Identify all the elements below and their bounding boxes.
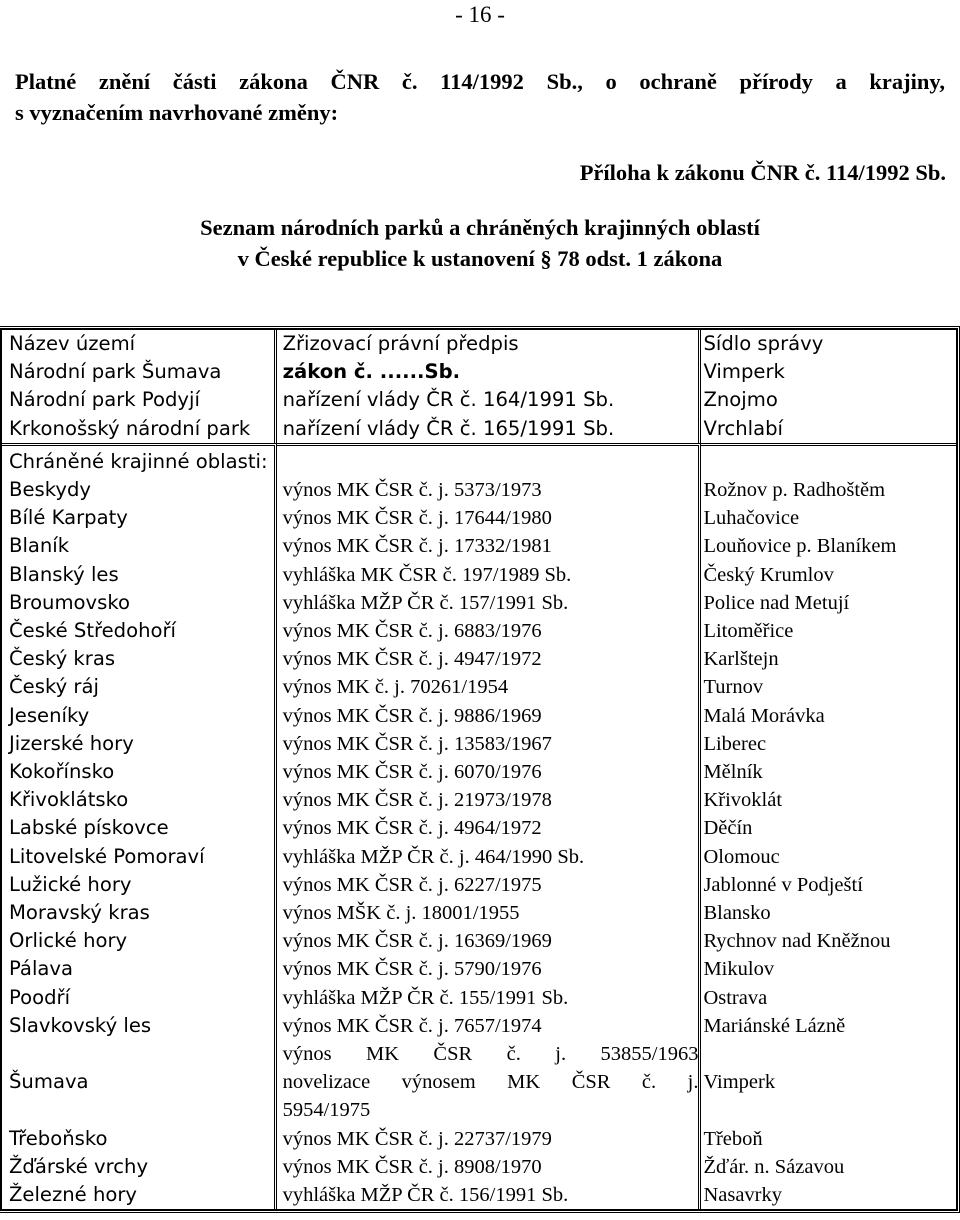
header-decree: Zřizovací právní předpis [277,330,702,358]
office: Turnov [703,676,764,699]
pla-row [2,561,956,589]
area-name: Železné hory [2,1181,277,1209]
office: Znojmo [703,388,778,412]
pla-heading-row [2,443,956,476]
office: Vimperk [703,360,785,384]
area-name: Jeseníky [2,702,277,730]
office: Louňovice p. Blaníkem [703,535,897,558]
list-title-line-2: v České republice k ustanovení § 78 odst. 1 zákona [237,246,723,271]
office: Křivoklát [703,789,783,812]
decree: vyhláška MŽP ČR č. j. 464/1990 Sb. [277,843,702,871]
office: Malá Morávka [703,704,825,727]
area-name: Český ráj [2,673,277,701]
office: Vimperk [703,1071,776,1094]
area-name: Poodří [2,984,277,1012]
intro-line-1: Platné znění části zákona ČNR č. 114/1992 Sb., o ochraně přírody a krajiny, [15,69,945,94]
office: Třeboň [703,1127,763,1150]
intro-paragraph [15,66,945,128]
decree: výnos MŠK č. j. 18001/1955 [277,899,702,927]
pla-row [2,1125,956,1153]
pla-row [2,1153,956,1181]
pla-row [2,843,956,871]
area-name: Orlické hory [2,927,277,955]
decree: výnos MK ČSR č. j. 6883/1976 [277,617,702,645]
pla-row [2,984,956,1012]
decree: vyhláška MŽP ČR č. 156/1991 Sb. [277,1181,702,1209]
protected-areas-table [0,328,958,1211]
list-title [0,212,960,274]
decree: výnos MK ČSR č. j. 6227/1975 [277,871,702,899]
pla-heading: Chráněné krajinné oblasti: [2,443,277,476]
area-name: Kokořínsko [2,758,277,786]
decree: výnos MK ČSR č. j. 13583/1967 [277,730,702,758]
decree: výnos MK č. j. 70261/1954 [277,673,702,701]
area-name: Křivoklátsko [2,786,277,814]
pla-row [2,589,956,617]
office: Děčín [703,817,753,840]
decree: vyhláška MŽP ČR č. 157/1991 Sb. [277,589,702,617]
office: Police nad Metují [703,591,850,614]
area-name: Blanský les [2,561,277,589]
decree: zákon č. ......Sb. [277,358,702,386]
area-name: Beskydy [2,476,277,504]
decree [277,1040,702,1125]
decree-line-1: výnos MK ČSR č. j. 53855/1963 [282,1043,699,1066]
pla-row [2,786,956,814]
intro-line-2: s vyznačením navrhované změny: [15,100,339,125]
pla-row [2,730,956,758]
area-name: Broumovsko [2,589,277,617]
office: Vrchlabí [703,416,784,440]
pla-row [2,617,956,645]
office: Mikulov [703,958,775,981]
pla-row [2,814,956,842]
area-name: Šumava [2,1040,277,1125]
area-name: Labské pískovce [2,814,277,842]
pla-row [2,1181,956,1209]
area-name: České Středohoří [2,617,277,645]
area-name: Jizerské hory [2,730,277,758]
decree: výnos MK ČSR č. j. 17644/1980 [277,504,702,532]
area-name: Český kras [2,645,277,673]
area-name: Třeboňsko [2,1125,277,1153]
header-office: Sídlo správy [703,332,824,355]
office: Rychnov nad Kněžnou [703,930,891,953]
list-title-line-1: Seznam národních parků a chráněných krajinných oblastí [200,215,760,240]
decree: vyhláška MŽP ČR č. 155/1991 Sb. [277,984,702,1012]
pla-row [2,1012,956,1040]
header-area: Název území [2,330,277,358]
area-name: Blaník [2,532,277,560]
office: Nasavrky [703,1184,783,1207]
pla-row [2,702,956,730]
decree: nařízení vlády ČR č. 164/1991 Sb. [277,386,702,414]
office: Ostrava [703,986,768,1009]
office: Jablonné v Podještí [703,873,863,896]
area-name: Národní park Šumava [2,358,277,386]
decree: vyhláška MK ČSR č. 197/1989 Sb. [277,561,702,589]
office: Liberec [703,732,767,755]
area-name: Litovelské Pomoraví [2,843,277,871]
decree: výnos MK ČSR č. j. 6070/1976 [277,758,702,786]
pla-row [2,504,956,532]
area-name: Pálava [2,955,277,983]
national-park-row [2,415,956,443]
page-number: - 16 - [455,2,505,27]
office: Mělník [703,761,763,784]
decree: výnos MK ČSR č. j. 5373/1973 [277,476,702,504]
decree: nařízení vlády ČR č. 165/1991 Sb. [277,415,702,443]
pla-row [2,758,956,786]
decree: výnos MK ČSR č. j. 9886/1969 [277,702,702,730]
area-name: Lužické hory [2,871,277,899]
national-park-row [2,386,956,414]
office: Mariánské Lázně [703,1014,846,1037]
office: Žďár. n. Sázavou [703,1155,845,1178]
pla-row [2,476,956,504]
decree: výnos MK ČSR č. j. 22737/1979 [277,1125,702,1153]
decree: výnos MK ČSR č. j. 4947/1972 [277,645,702,673]
decree: výnos MK ČSR č. j. 5790/1976 [277,955,702,983]
pla-row [2,871,956,899]
national-park-row [2,358,956,386]
pla-row [2,899,956,927]
pla-row [2,532,956,560]
area-name: Žďárské vrchy [2,1153,277,1181]
area-name: Krkonošský národní park [2,415,277,443]
pla-row-sumava [2,1040,956,1125]
decree-line-3: 5954/1975 [282,1099,371,1122]
area-name: Slavkovský les [2,1012,277,1040]
decree: výnos MK ČSR č. j. 4964/1972 [277,814,702,842]
pla-row [2,927,956,955]
office: Luhačovice [703,507,800,530]
area-name: Moravský kras [2,899,277,927]
office: Olomouc [703,845,780,868]
office: Litoměřice [703,620,794,643]
area-name: Bílé Karpaty [2,504,277,532]
table-header-row [2,330,956,358]
decree-line-2: novelizace výnosem MK ČSR č. j. [282,1071,699,1094]
decree: výnos MK ČSR č. j. 17332/1981 [277,532,702,560]
area-name: Národní park Podyjí [2,386,277,414]
annex-heading: Příloha k zákonu ČNR č. 114/1992 Sb. [579,160,946,185]
decree: výnos MK ČSR č. j. 8908/1970 [277,1153,702,1181]
decree: výnos MK ČSR č. j. 21973/1978 [277,786,702,814]
office: Rožnov p. Radhoštěm [703,479,886,502]
pla-row [2,673,956,701]
office: Blansko [703,902,771,925]
pla-row [2,955,956,983]
decree: výnos MK ČSR č. j. 7657/1974 [277,1012,702,1040]
office: Karlštejn [703,648,779,671]
decree: výnos MK ČSR č. j. 16369/1969 [277,927,702,955]
office: Český Krumlov [703,563,834,586]
pla-row [2,645,956,673]
